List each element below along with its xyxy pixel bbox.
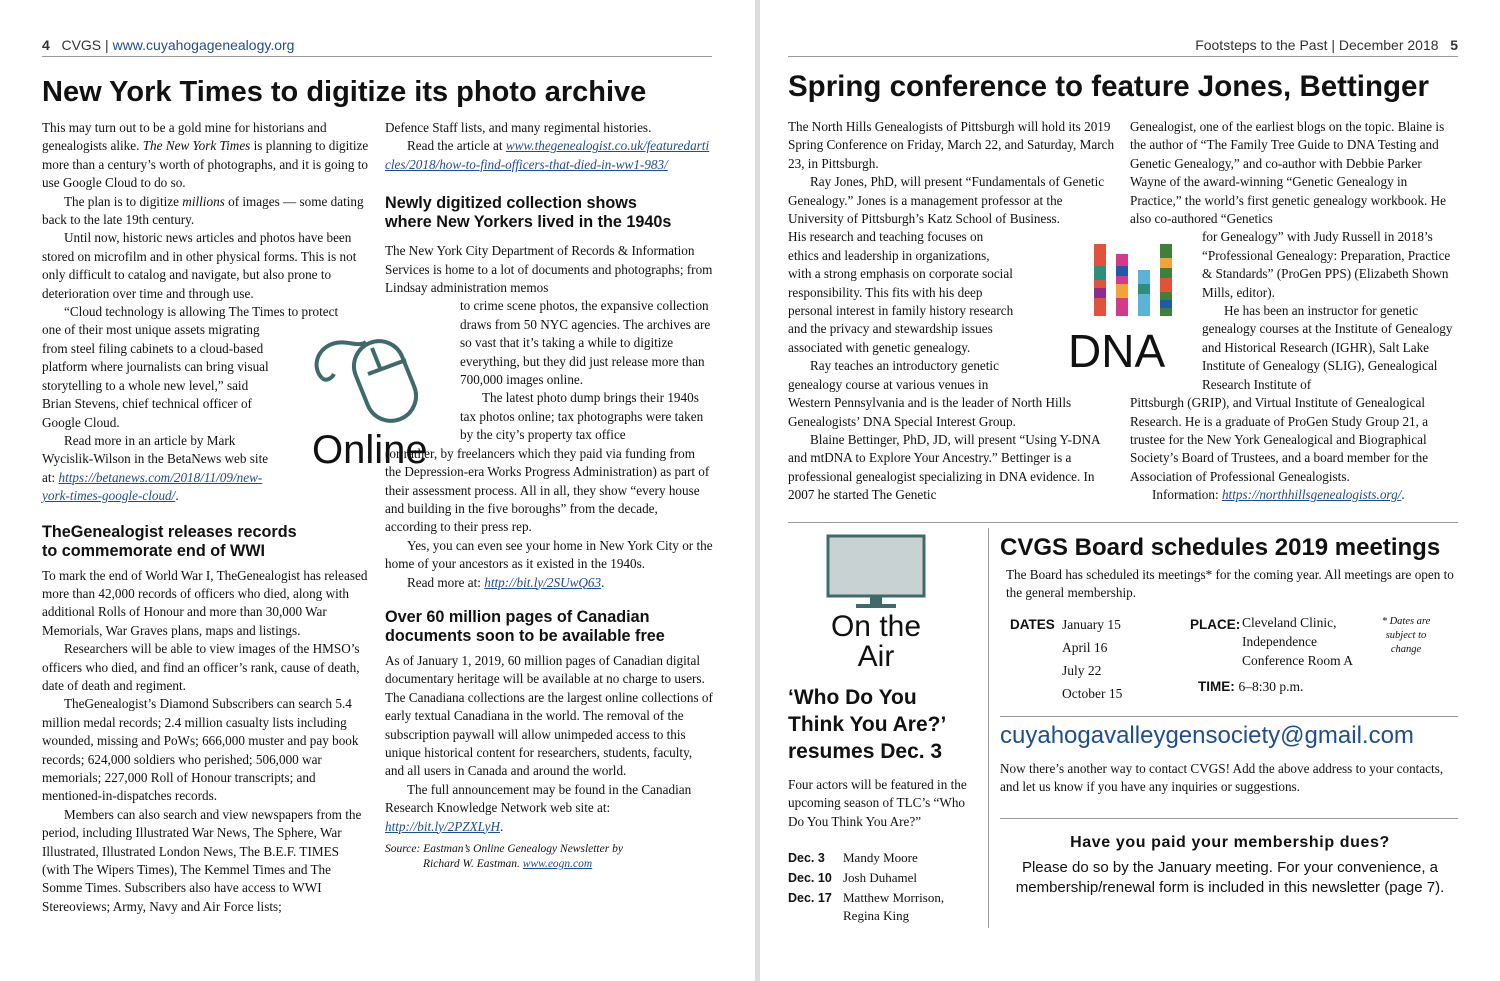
nyt-paragraph-1: This may turn out to be a gold mine for historians and genealogists alike. The New York Times is planning to digitize more than a century’s worth of photographs, and it is going to use Google Cloud to do so.: [42, 120, 369, 191]
conference-line-5: personal interest in family history research: [788, 303, 1014, 319]
betanews-link-cont[interactable]: york-times-google-cloud/: [42, 488, 176, 504]
canada-heading: Over 60 million pages of Canadian documents soon to be available free: [385, 607, 665, 645]
nyt-readmore-line-2: Wycislik-Wilson in the BetaNews web site: [42, 451, 269, 467]
nyt-quote-line-5: storytelling to a whole new level,” said: [42, 377, 249, 393]
nyt-quote-line-2: one of their most unique assets migrating: [42, 322, 260, 338]
board-text: The Board has scheduled its meetings* for the coming year. All meetings are open to the general membership.: [1006, 567, 1454, 601]
header-rule-right: [788, 56, 1458, 57]
on-the-air-label: On the Air: [830, 610, 922, 673]
conference-line-7: associated with genetic genealogy.: [788, 339, 971, 355]
genealogist-paragraph-cont: Defence Staff lists, and many regimental histories.: [385, 120, 652, 135]
nyc-paragraph-2b: (or rather, by freelancers which they paid via funding from the Depression-era Works Progress Administration) as part of their assessment process. All in all, they show “every house and building in the five boroughs” from the decade, according to their press rep.: [385, 445, 710, 535]
conference-line-8: Ray teaches an introductory genetic: [810, 358, 999, 374]
nyc-heading: Newly digitized collection shows where New Yorkers lived in the 1940s: [385, 194, 672, 232]
schedule-row: Dec. 3 Mandy Moore: [788, 850, 918, 865]
conference-paragraph-3: Western Pennsylvania and is the leader of North Hills Genealogists’ DNA Special Interest Group.: [788, 395, 1072, 429]
online-label: Online: [312, 428, 428, 472]
right-page-header: Footsteps to the Past | December 2018 5: [1195, 37, 1458, 53]
nyt-paragraph-3: Until now, historic news articles and photos have been stored on microfilm and in other physical forms. This is not only difficult to catalog and navigate, but also prone to deterioration over time and through use.: [42, 230, 357, 301]
tv-icon: [826, 534, 926, 614]
conference-title: Spring conference to feature Jones, Bettinger: [788, 70, 1429, 103]
conference-paragraph-5: Genealogist, one of the earliest blogs on the topic. Blaine is the author of “The Family Tree Guide to DNA Testing and Genetic Genealogy,” and co-author with Debbie Parker Wayne of the award-winning “Genetic Genealogy in Practice,” the world’s first genetic genealogy workbook. He also co-authored “Genetics: [1130, 119, 1447, 227]
nyt-readmore-line-4: york-times-google-cloud/.: [42, 488, 179, 504]
conference-line-6: and the privacy and stewardship issues: [788, 321, 993, 337]
northhills-link[interactable]: https://northhillsgenealogists.org/: [1221, 487, 1402, 503]
email-address[interactable]: cuyahogavalleygensociety@gmail.com: [1000, 722, 1414, 749]
nyc-link[interactable]: http://bit.ly/2SUwQ63: [484, 574, 602, 590]
conference-line-4: responsibility. This fits with his deep: [788, 284, 983, 300]
source-credit: Source: Eastman’s Online Genealogy Newsletter by Richard W. Eastman. www.eogn.com: [385, 843, 623, 870]
betanews-link[interactable]: https://betanews.com/2018/11/09/new-: [58, 469, 263, 485]
left-page-header: 4 CVGS | www.cuyahogagenealogy.org: [42, 37, 295, 53]
genealogist-paragraph-3: TheGenealogist’s Diamond Subscribers can search 5.4 million medal records; 2.4 million casualty lists including wounded, missing and PoWs; 666,000 muster and pay book records; 624,000 soldiers who perished; 506,000 war memorials; 227,000 Roll of Honour transcripts; and mentioned-in-dispatches records.: [42, 696, 359, 804]
header-url[interactable]: www.cuyahogagenealogy.org: [112, 37, 295, 53]
genealogist-heading: TheGenealogist releases records to commemorate end of WWI: [42, 522, 297, 560]
dates-list: January 15 April 16 July 22 October 15: [1062, 616, 1123, 701]
dues-rule-top: [1000, 818, 1458, 819]
place-value: Cleveland Clinic, Independence Conference Room A: [1242, 614, 1353, 668]
genealogist-readmore: Read the article at www.thegenealogist.co.uk/featuredarticles/2018/how-to-find-officers-that-died-in-ww1-983/: [385, 138, 710, 172]
header-newsletter-title: Footsteps to the Past: [1195, 37, 1328, 53]
page-number-right: 5: [1450, 37, 1458, 53]
nyt-paragraph-2: The plan is to digitize millions of images — some dating back to the late 19th century.: [42, 193, 364, 228]
conference-paragraph-6b: Pittsburgh (GRIP), and Virtual Institute of Genealogical Research. He is a graduate of ProGen Study Group 21, a trustee for the New York Genealogical and Biographical Society’s Board of Trustees, and a board member for the Association of Professional Genealogists.: [1130, 395, 1429, 484]
wdytya-title: ‘Who Do You Think You Are?’ resumes Dec. 3: [788, 686, 947, 763]
genealogist-paragraph-2: Researchers will be able to view images of the HMSO’s officers who died, and find an officer’s rank, cause of death, date of death and regiment.: [42, 641, 360, 693]
conference-paragraph-5b: for Genealogy” with Judy Russell in 2018’s “Professional Genealogy: Preparation, Practice & Standards” (ProGen PPS) (Elizabeth Shown Mills, editor).: [1202, 229, 1451, 300]
email-rule-top: [1000, 716, 1458, 717]
nyc-paragraph-3: Yes, you can even see your home in New York City or the home of your ancestors as it existed in the 1940s.: [385, 537, 713, 572]
conference-paragraph-1: The North Hills Genealogists of Pittsburgh will hold its 2019 Spring Conference on Friday, March 22, and Saturday, March 23, in Pittsburgh.: [788, 119, 1115, 171]
conference-paragraph-6: He has been an instructor for genetic genealogy courses at the Institute of Genealogy and Historical Research (IGHR), Salt Lake Institute of Genealogy (SLIG), Genealogical Research Institute of: [1202, 303, 1453, 392]
conference-line-2: ethics and leadership in organizations,: [788, 247, 990, 263]
conference-paragraph-4: Blaine Bettinger, PhD, JD, will present “Using Y-DNA and mtDNA to Explore Your Ancestry.” Bettinger is a professional genealogist specializing in DNA evidence. In 2007 he started The Genetic: [788, 431, 1100, 503]
dna-label: DNA: [1068, 325, 1166, 377]
board-meetings-section: [1000, 534, 1460, 709]
nyc-paragraph-1: The New York City Department of Records & Information Services is home to a lot of documents and photographs; from Lindsay administration memos: [385, 243, 713, 296]
section-rule-right: [788, 522, 1458, 523]
wdytya-schedule: [788, 848, 978, 925]
header-org: CVGS: [61, 37, 102, 53]
dues-text: Please do so by the January meeting. For your convenience, a membership/renewal form is included in this newsletter (page 7).: [1015, 859, 1445, 896]
conference-line-9: genealogy course at various venues in: [788, 376, 989, 392]
canada-paragraph-1: As of January 1, 2019, 60 million pages of Canadian digital documentary heritage will be available at no charge to users. The Canadiana collections are the largest online collections of early textual Canadiana in the world. The removal of the subscription paywall will allow unimpeded access to this unique historical content for researchers, students, faculty, and all users in Canada and around the world.: [385, 652, 713, 779]
dates-note: * Dates are subject to change: [1381, 615, 1431, 655]
email-section: [1000, 722, 1460, 797]
page-number-left: 4: [42, 37, 50, 53]
thegenealogist-link[interactable]: www.thegenealogist.co.uk/featuredarticles/2018/how-to-find-officers-that-died-in-ww1-983/: [385, 138, 710, 172]
nyt-article-title: New York Times to digitize its photo archive: [42, 76, 647, 108]
right-page: [760, 0, 1500, 981]
nyt-quote-line-6: Brian Stevens, chief technical officer of: [42, 396, 252, 412]
board-meeting-details: [1000, 613, 1460, 709]
email-text: Now there’s another way to contact CVGS! Add the above address to your contacts, and let us know if you have any inquiries or suggestions.: [1000, 761, 1444, 795]
nyt-readmore-line-3: at: https://betanews.com/2018/11/09/new-: [42, 469, 263, 485]
genealogist-paragraph-1: To mark the end of World War I, TheGenealogist has released more than 42,000 records of officers who died, along with additional Rolls of Honour and more than 30,000 War Memorials, War Graves plans, maps and listings.: [42, 567, 368, 638]
nyt-quote-line-1: “Cloud technology is allowing The Times to protect: [64, 304, 339, 320]
vertical-divider: [988, 528, 989, 928]
nyt-quote-line-3: from steel filing cabinets to a cloud-based: [42, 340, 264, 356]
genealogist-paragraph-4: Members can also search and view newspapers from the period, including Illustrated War News, The Sphere, War Illustrated, Illustrated London News, The B.E.F. TIMES (with The Wipers Times), The Kemmel Times and The Somme Times. Subscribers also have access to WWI Stereoviews; Army, Navy and Air Force lists;: [42, 806, 362, 914]
schedule-row: Dec. 10 Josh Duhamel: [788, 870, 918, 885]
conference-line-3: with a strong emphasis on corporate social: [788, 266, 1013, 282]
header-date: December 2018: [1338, 37, 1439, 53]
conference-column-2: [1130, 118, 1460, 505]
left-column-2: [385, 119, 713, 872]
dues-title: Have you paid your membership dues?: [1070, 834, 1390, 851]
canada-paragraph-2: The full announcement may be found in the Canadian Research Knowledge Network web site at: http://bit.ly/2PZXLyH.: [385, 781, 692, 834]
conference-paragraph-2: Ray Jones, PhD, will present “Fundamentals of Genetic Genealogy.” Jones is a management professor at the University of Pittsburgh’s Katz School of Business.: [788, 174, 1105, 227]
nyc-paragraph-2: The latest photo dump brings their 1940s tax photos online; tax photographs were taken by the city’s property tax office: [460, 390, 704, 443]
canada-link[interactable]: http://bit.ly/2PZXLyH: [385, 818, 500, 834]
nyt-quote-line-4: platform where journalists can bring visual: [42, 359, 269, 375]
board-title: CVGS Board schedules 2019 meetings: [1000, 534, 1441, 561]
schedule-row: Dec. 17 Matthew Morrison, Regina King: [788, 890, 945, 923]
conference-line-1: His research and teaching focuses on: [788, 229, 984, 245]
nyt-quote-line-7: Google Cloud.: [42, 414, 120, 430]
eogn-link[interactable]: www.eogn.com: [522, 858, 593, 870]
dates-label: DATES: [1010, 616, 1055, 632]
nyt-readmore-line-1: Read more in an article by Mark: [64, 432, 236, 448]
time-row: TIME: 6–8:30 p.m.: [1198, 678, 1304, 694]
place-label: PLACE:: [1190, 616, 1241, 632]
left-column-1: [42, 119, 370, 916]
nyc-readmore: Read more at: http://bit.ly/2SUwQ63.: [407, 574, 605, 590]
header-rule-left: [42, 56, 712, 57]
nyc-paragraph-1b: to crime scene photos, the expansive collection draws from 50 NYC agencies. The archives are so vast that it’s taking a while to digitize everything, but they did just release more than 700,000 images online.: [460, 298, 711, 388]
dues-section: [1000, 834, 1460, 898]
wdytya-text: Four actors will be featured in the upcoming season of TLC’s “Who Do You Think You Are?”: [788, 777, 967, 829]
conference-info: Information: https://northhillsgenealogists.org/.: [1152, 487, 1405, 503]
on-the-air-panel: [788, 532, 988, 932]
